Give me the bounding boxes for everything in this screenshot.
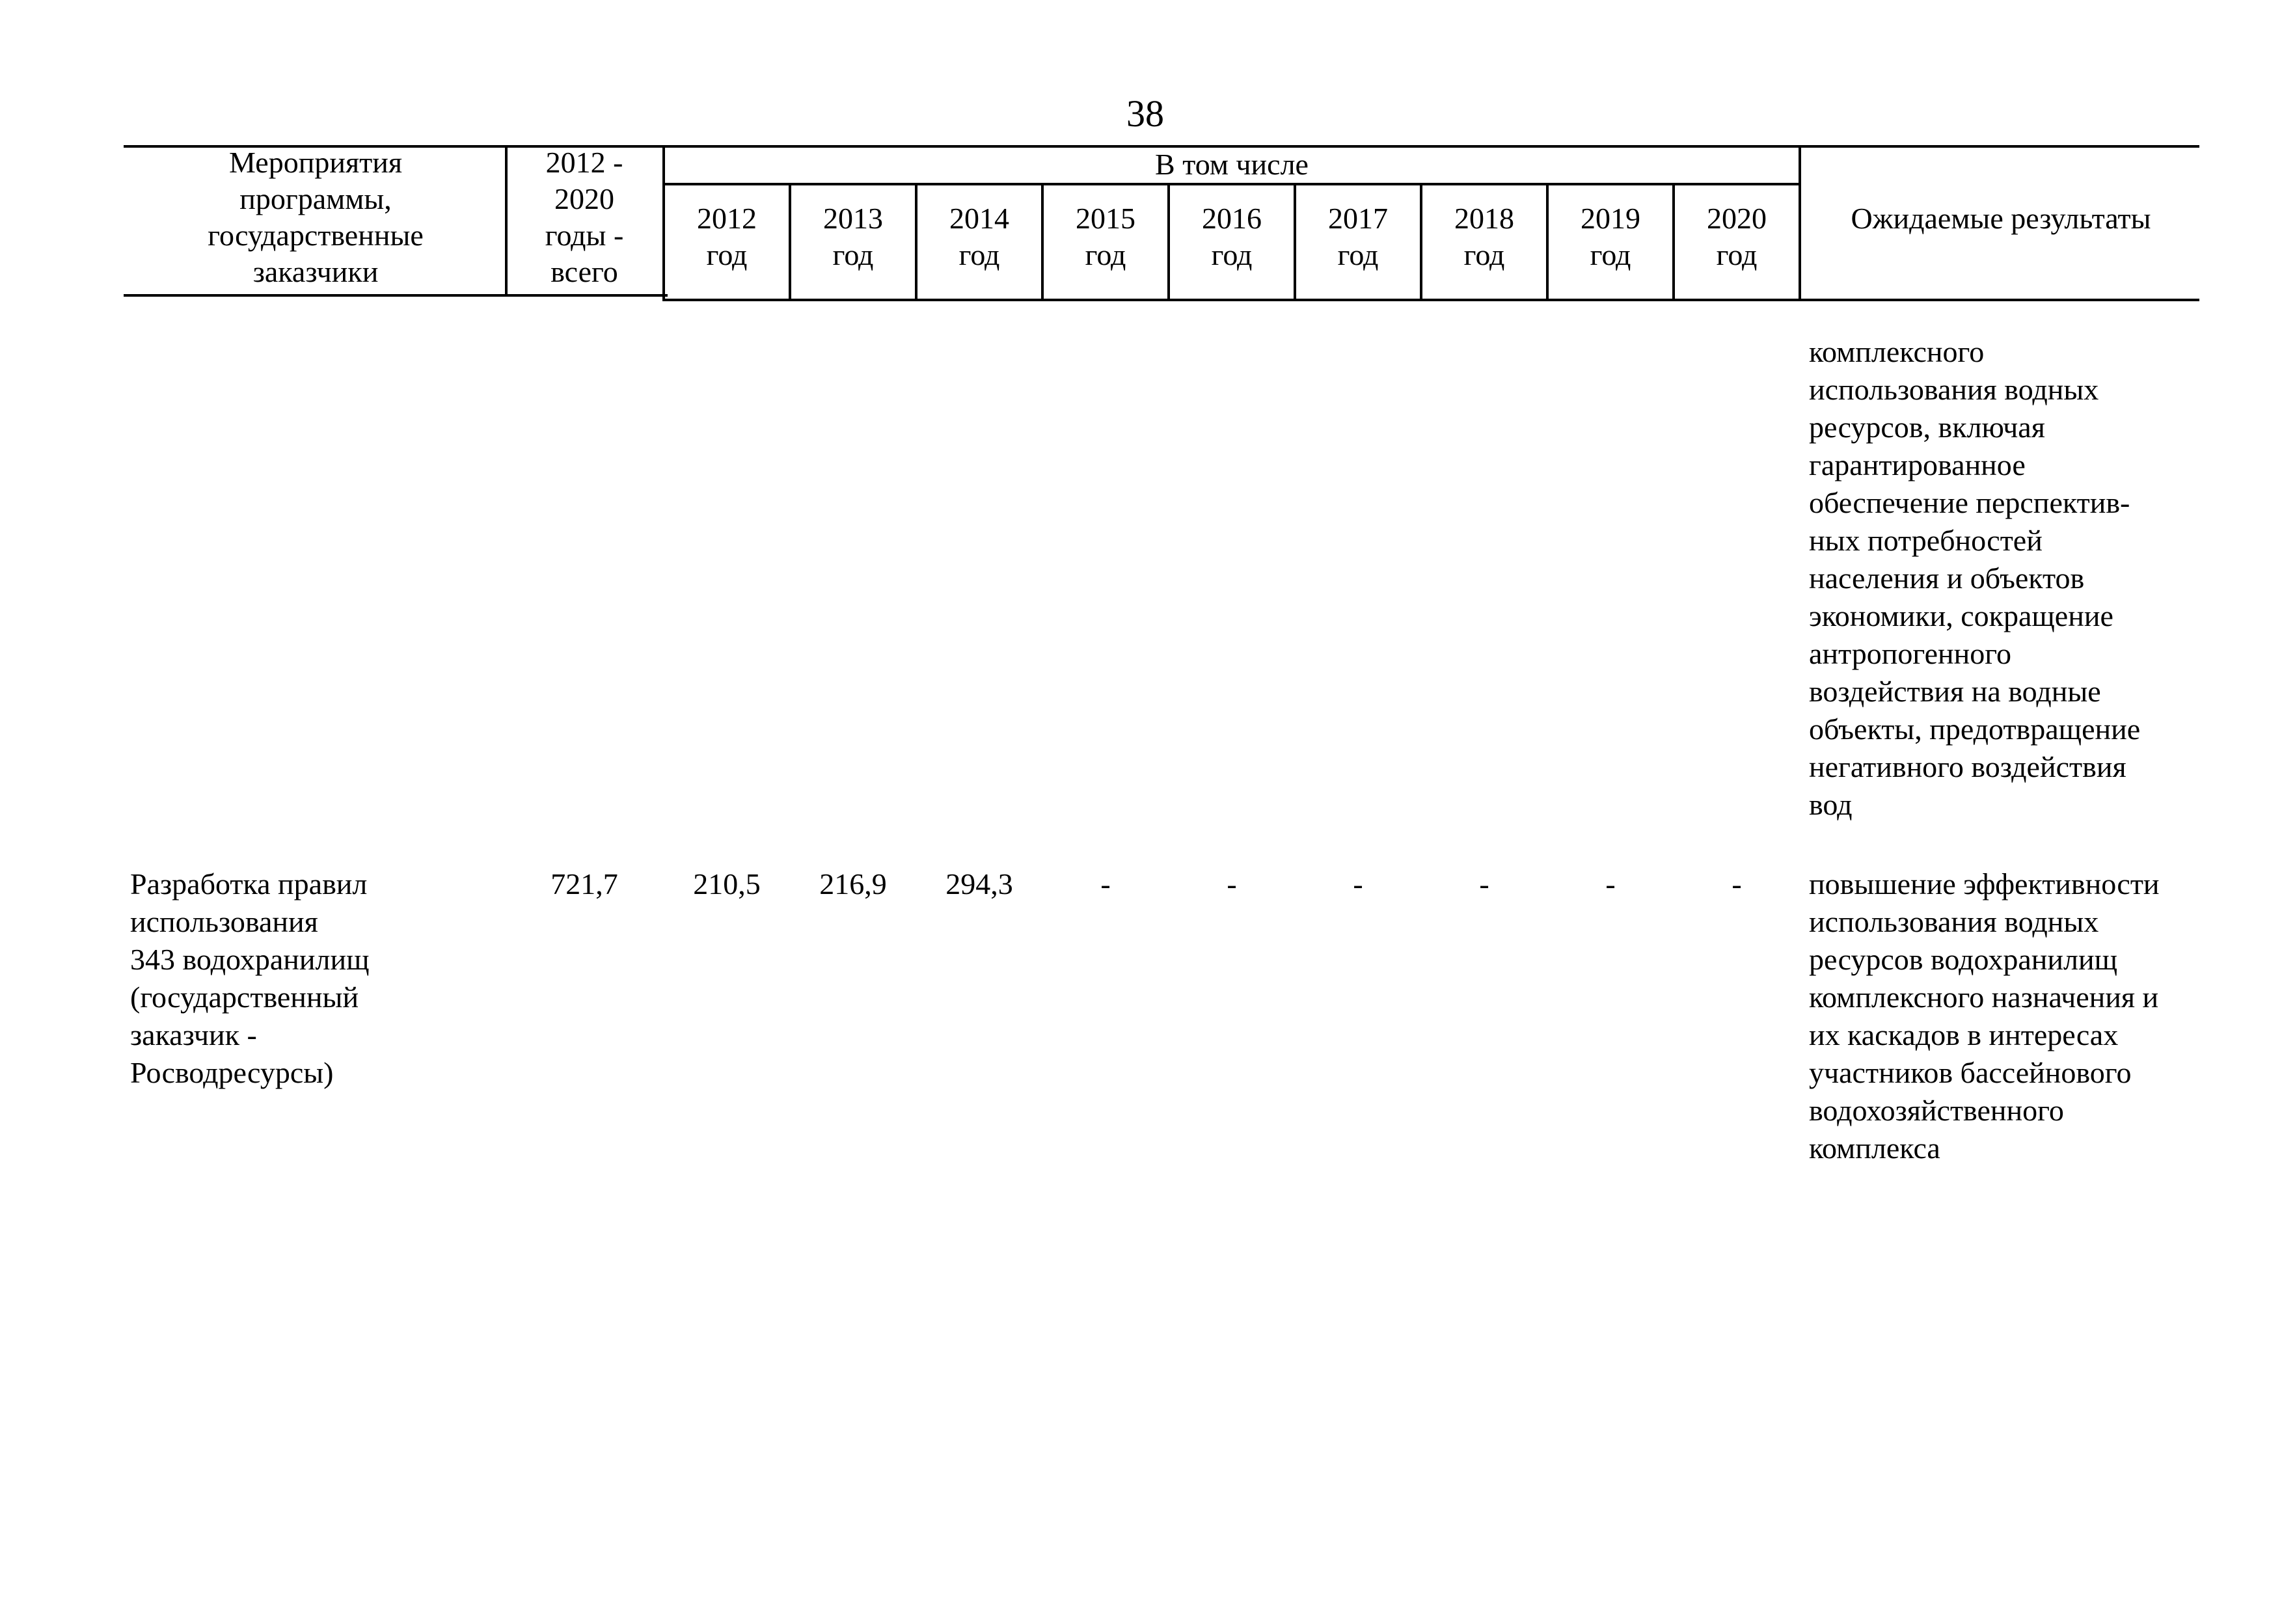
header-year-2015 [1044, 200, 1167, 273]
row-value-2017: - [1353, 867, 1363, 900]
header-year-value: 2013 [823, 202, 883, 235]
text-line: их каскадов в интересах [1809, 1018, 2119, 1051]
text-line: антропогенного [1809, 637, 2011, 670]
header-activities-line: заказчики [252, 255, 379, 288]
text-line: комплексного [1809, 335, 1985, 368]
row-value-2016: - [1227, 867, 1237, 900]
header-year-value: 2018 [1454, 202, 1514, 235]
header-results: Ожидаемые результаты [1851, 202, 2151, 235]
text-line: объекты, предотвращение [1809, 712, 2141, 746]
header-year-2017 [1296, 200, 1420, 273]
text-line: комплекса [1809, 1131, 1940, 1165]
header-total-line: 2020 [554, 182, 614, 215]
header-year-value: 2020 [1707, 202, 1767, 235]
header-year-2019 [1549, 200, 1672, 273]
row-value-2014: 294,3 [945, 867, 1013, 900]
header-year-2013 [791, 200, 915, 273]
text-line: ресурсов, включая [1809, 411, 2045, 444]
text-line: обеспечение перспектив- [1809, 486, 2130, 519]
text-line: 343 водохранилищ [130, 943, 370, 976]
header-total [508, 144, 661, 290]
continued-result-text [1809, 333, 2140, 824]
row-activity [130, 865, 369, 1092]
header-year-2014 [917, 200, 1041, 273]
header-year-2020 [1675, 200, 1799, 273]
header-group-label: В том числе [1155, 148, 1309, 181]
header-activities-line: Мероприятия [229, 146, 402, 179]
year-group-rule [662, 183, 1801, 185]
row-value-2019: - [1605, 867, 1616, 900]
text-line: вод [1809, 788, 1853, 821]
header-year-unit: год [832, 238, 874, 271]
text-line: комплексного назначения и [1809, 981, 2159, 1014]
header-activities [130, 144, 501, 290]
header-year-unit: год [958, 238, 1000, 271]
header-year-unit: год [1085, 238, 1126, 271]
row-result [1809, 865, 2160, 1167]
col-divider [1799, 145, 1801, 301]
header-year-unit: год [1716, 238, 1758, 271]
text-line: Разработка правил [130, 867, 368, 900]
text-line: повышение эффективности [1809, 867, 2160, 900]
page-number: 38 [1126, 92, 1164, 135]
header-year-unit: год [1337, 238, 1379, 271]
header-bottom-rule-right [662, 299, 2199, 301]
text-line: участников бассейнового [1809, 1056, 2132, 1089]
header-year-value: 2017 [1328, 202, 1388, 235]
header-activities-line: государственные [208, 219, 424, 252]
text-line: водохозяйственного [1809, 1094, 2064, 1127]
header-year-unit: год [1590, 238, 1631, 271]
header-total-line: 2012 - [545, 146, 623, 179]
text-line: негативного воздействия [1809, 750, 2126, 783]
header-year-2012 [665, 200, 789, 273]
row-total: 721,7 [550, 867, 618, 900]
row-value-2020: - [1732, 867, 1742, 900]
header-activities-line: программы, [239, 182, 392, 215]
text-line: заказчик - [130, 1018, 257, 1051]
text-line: Росводресурсы) [130, 1056, 334, 1089]
header-year-unit: год [1463, 238, 1505, 271]
header-total-line: всего [550, 255, 618, 288]
header-total-line: годы - [545, 219, 624, 252]
header-year-2018 [1422, 200, 1546, 273]
header-bottom-rule [124, 294, 668, 297]
text-line: населения и объектов [1809, 562, 2085, 595]
text-line: экономики, сокращение [1809, 599, 2113, 632]
row-value-2013: 216,9 [819, 867, 887, 900]
text-line: использования водных [1809, 373, 2099, 406]
text-line: ресурсов водохранилищ [1809, 943, 2117, 976]
header-year-value: 2012 [697, 202, 757, 235]
row-value-2015: - [1100, 867, 1111, 900]
text-line: ных потребностей [1809, 524, 2043, 557]
header-year-value: 2014 [949, 202, 1009, 235]
row-value-2018: - [1479, 867, 1489, 900]
header-year-unit: год [1211, 238, 1253, 271]
header-year-value: 2019 [1581, 202, 1640, 235]
text-line: использования водных [1809, 905, 2099, 938]
text-line: воздействия на водные [1809, 675, 2101, 708]
header-year-value: 2015 [1076, 202, 1135, 235]
header-year-unit: год [706, 238, 748, 271]
text-line: (государственный [130, 981, 359, 1014]
header-year-2016 [1170, 200, 1294, 273]
row-value-2012: 210,5 [693, 867, 761, 900]
text-line: гарантированное [1809, 448, 2026, 481]
text-line: использования [130, 905, 318, 938]
header-year-value: 2016 [1202, 202, 1262, 235]
